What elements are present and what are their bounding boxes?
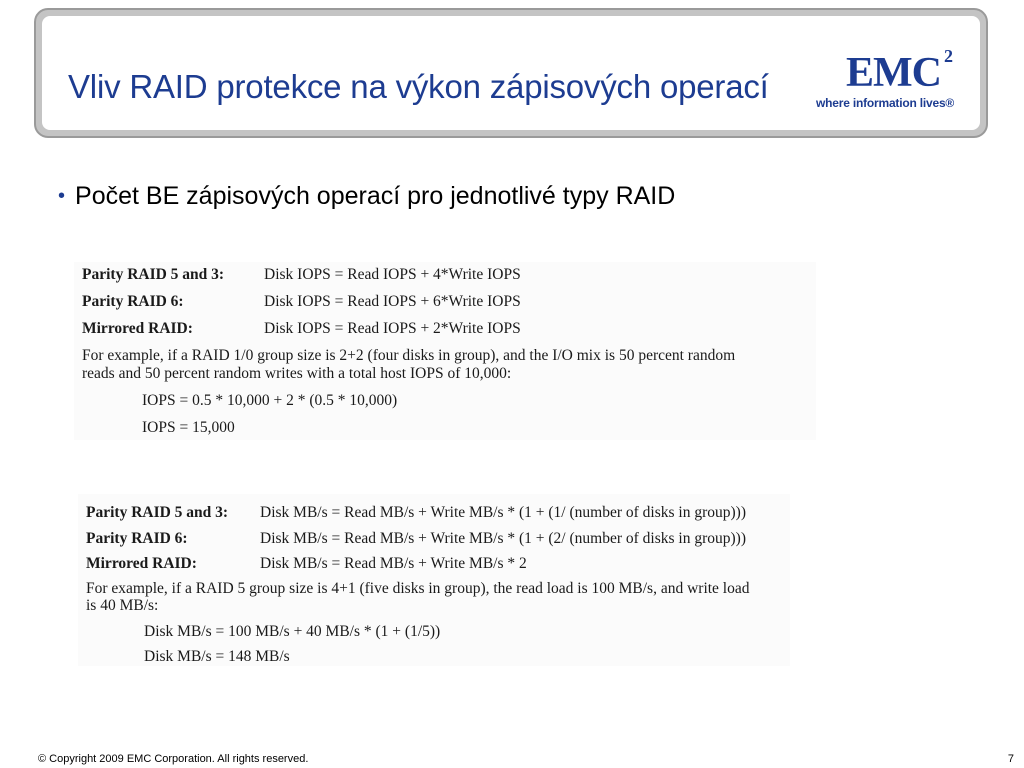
mbs-calc-step1: Disk MB/s = 100 MB/s + 40 MB/s * (1 + (1/5)) xyxy=(144,623,441,640)
mbs-row-formula: Disk MB/s = Read MB/s + Write MB/s * (1 + (1/ (number of disks in group))) xyxy=(260,504,746,521)
bullet-icon: • xyxy=(58,185,66,207)
mbs-row-label: Mirrored RAID: xyxy=(86,555,197,572)
page-number: 7 xyxy=(1007,753,1014,765)
logo-tagline: where information lives® xyxy=(816,96,955,110)
mbs-row-formula: Disk MB/s = Read MB/s + Write MB/s * (1 + (2/ (number of disks in group))) xyxy=(260,530,746,547)
iops-row-label: Parity RAID 5 and 3: xyxy=(82,266,225,283)
copyright-notice: © Copyright 2009 EMC Corporation. All rights reserved. xyxy=(38,753,309,765)
mbs-row-label: Parity RAID 5 and 3: xyxy=(86,504,229,521)
iops-example-line1: For example, if a RAID 1/0 group size is 2+2 (four disks in group), and the I/O mix is 50 percent random xyxy=(82,347,736,364)
mbs-row-formula: Disk MB/s = Read MB/s + Write MB/s * 2 xyxy=(260,555,527,572)
emc-logo xyxy=(816,46,966,110)
bullet-item xyxy=(58,182,675,211)
mbs-calc-step2: Disk MB/s = 148 MB/s xyxy=(144,648,290,665)
logo-brand: EMC xyxy=(846,50,941,96)
iops-formula-image xyxy=(74,262,816,440)
title-banner xyxy=(34,8,988,138)
mbs-example-line2: is 40 MB/s: xyxy=(86,597,159,614)
logo-superscript: 2 xyxy=(944,46,953,66)
mbs-formula-image xyxy=(78,494,790,666)
iops-row-label: Parity RAID 6: xyxy=(82,293,184,310)
slide-title: Vliv RAID protekce na výkon zápisových operací xyxy=(68,68,769,105)
iops-calc-step2: IOPS = 15,000 xyxy=(142,419,235,436)
title-banner-inner xyxy=(42,16,980,130)
iops-row-formula: Disk IOPS = Read IOPS + 2*Write IOPS xyxy=(264,320,521,337)
iops-row-formula: Disk IOPS = Read IOPS + 6*Write IOPS xyxy=(264,293,521,310)
bullet-text: Počet BE zápisových operací pro jednotlivé typy RAID xyxy=(75,182,676,210)
iops-calc-step1: IOPS = 0.5 * 10,000 + 2 * (0.5 * 10,000) xyxy=(142,392,398,409)
iops-row-formula: Disk IOPS = Read IOPS + 4*Write IOPS xyxy=(264,266,521,283)
iops-example-line2: reads and 50 percent random writes with a total host IOPS of 10,000: xyxy=(82,365,512,382)
mbs-example-line1: For example, if a RAID 5 group size is 4+1 (five disks in group), the read load is 100 MB/s, and write load xyxy=(86,580,750,597)
iops-row-label: Mirrored RAID: xyxy=(82,320,193,337)
mbs-row-label: Parity RAID 6: xyxy=(86,530,188,547)
